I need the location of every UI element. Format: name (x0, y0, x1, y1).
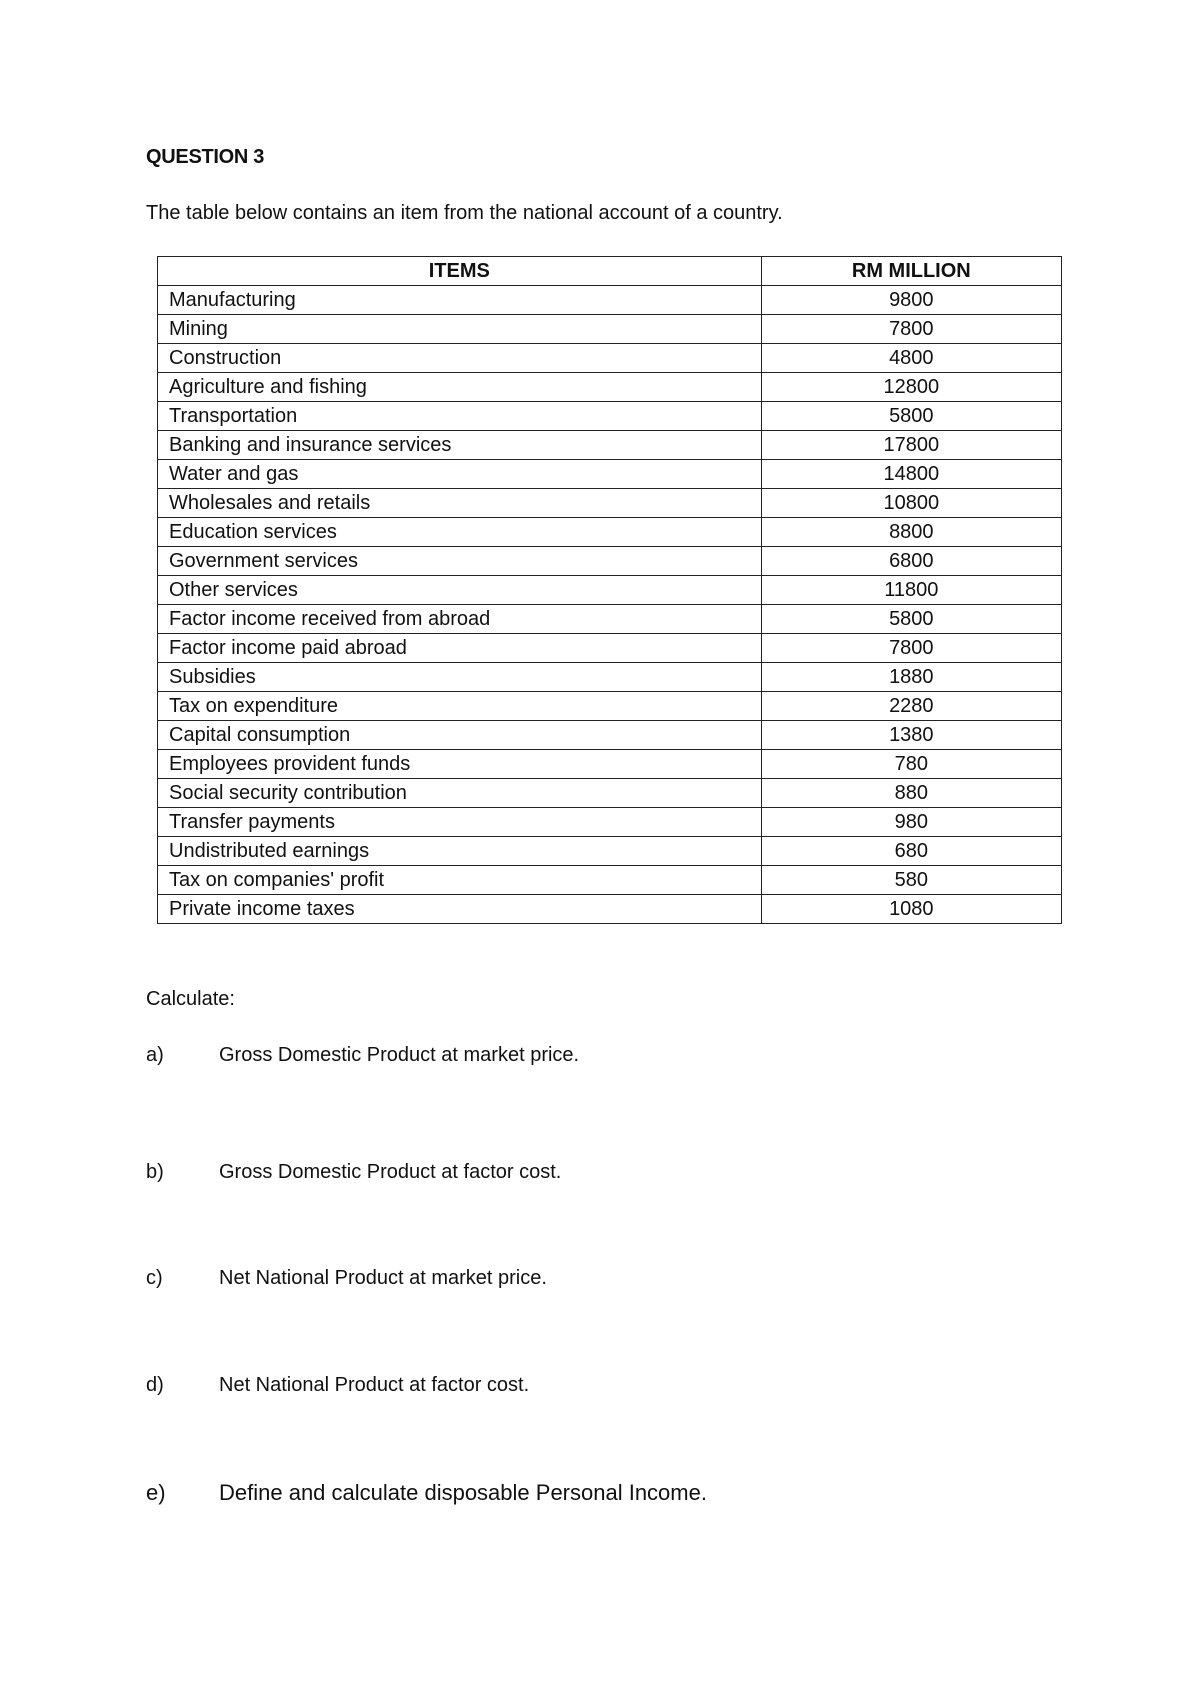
question-letter: d) (146, 1374, 164, 1396)
item-cell: Employees provident funds (158, 750, 762, 779)
table-row (158, 489, 1062, 518)
value-cell: 4800 (761, 344, 1061, 373)
value-cell: 17800 (761, 431, 1061, 460)
value-cell: 9800 (761, 286, 1061, 315)
table-row (158, 576, 1062, 605)
header-items: ITEMS (158, 257, 762, 286)
question-letter: e) (146, 1480, 166, 1505)
table-header-row (158, 257, 1062, 286)
item-cell: Social security contribution (158, 779, 762, 808)
value-cell: 2280 (761, 692, 1061, 721)
item-cell: Private income taxes (158, 895, 762, 924)
value-cell: 5800 (761, 605, 1061, 634)
item-cell: Capital consumption (158, 721, 762, 750)
value-cell: 1380 (761, 721, 1061, 750)
item-cell: Transportation (158, 402, 762, 431)
table-row (158, 837, 1062, 866)
item-cell: Education services (158, 518, 762, 547)
value-cell: 11800 (761, 576, 1061, 605)
question-item-c (146, 1267, 547, 1290)
question-text: Gross Domestic Product at market price. (219, 1044, 580, 1066)
table-row (158, 373, 1062, 402)
value-cell: 10800 (761, 489, 1061, 518)
question-item-b (146, 1161, 561, 1184)
question-item-d (146, 1374, 529, 1397)
value-cell: 580 (761, 866, 1061, 895)
item-cell: Factor income paid abroad (158, 634, 762, 663)
value-cell: 6800 (761, 547, 1061, 576)
table-row (158, 547, 1062, 576)
question-letter: a) (146, 1044, 164, 1066)
item-cell: Mining (158, 315, 762, 344)
question-item-a (146, 1044, 579, 1067)
item-cell: Transfer payments (158, 808, 762, 837)
table-row (158, 460, 1062, 489)
item-cell: Tax on companies' profit (158, 866, 762, 895)
intro-text: The table below contains an item from the national account of a country. (146, 202, 783, 224)
item-cell: Tax on expenditure (158, 692, 762, 721)
question-text: Define and calculate disposable Personal Income. (219, 1480, 707, 1505)
value-cell: 1880 (761, 663, 1061, 692)
question-heading: QUESTION 3 (146, 146, 265, 168)
item-cell: Construction (158, 344, 762, 373)
item-cell: Water and gas (158, 460, 762, 489)
question-text: Net National Product at market price. (219, 1267, 547, 1289)
table-row (158, 721, 1062, 750)
table-row (158, 808, 1062, 837)
item-cell: Government services (158, 547, 762, 576)
value-cell: 8800 (761, 518, 1061, 547)
question-text: Net National Product at factor cost. (219, 1374, 530, 1396)
table-row (158, 518, 1062, 547)
item-cell: Agriculture and fishing (158, 373, 762, 402)
item-cell: Other services (158, 576, 762, 605)
table-row (158, 605, 1062, 634)
value-cell: 780 (761, 750, 1061, 779)
header-rm-million: RM MILLION (761, 257, 1061, 286)
table-row (158, 402, 1062, 431)
table-row (158, 692, 1062, 721)
table-row (158, 663, 1062, 692)
table-row (158, 431, 1062, 460)
value-cell: 7800 (761, 634, 1061, 663)
question-item-e (146, 1480, 707, 1506)
item-cell: Wholesales and retails (158, 489, 762, 518)
question-letter: c) (146, 1267, 163, 1289)
national-account-table (157, 256, 1062, 924)
table-row (158, 286, 1062, 315)
item-cell: Manufacturing (158, 286, 762, 315)
value-cell: 5800 (761, 402, 1061, 431)
value-cell: 880 (761, 779, 1061, 808)
value-cell: 980 (761, 808, 1061, 837)
table-row (158, 315, 1062, 344)
table-row (158, 866, 1062, 895)
item-cell: Subsidies (158, 663, 762, 692)
value-cell: 1080 (761, 895, 1061, 924)
item-cell: Banking and insurance services (158, 431, 762, 460)
item-cell: Undistributed earnings (158, 837, 762, 866)
table-row (158, 634, 1062, 663)
table-row (158, 779, 1062, 808)
value-cell: 7800 (761, 315, 1061, 344)
table-row (158, 750, 1062, 779)
value-cell: 14800 (761, 460, 1061, 489)
value-cell: 680 (761, 837, 1061, 866)
table-row (158, 895, 1062, 924)
question-text: Gross Domestic Product at factor cost. (219, 1161, 562, 1183)
table-row (158, 344, 1062, 373)
question-letter: b) (146, 1161, 164, 1183)
value-cell: 12800 (761, 373, 1061, 402)
item-cell: Factor income received from abroad (158, 605, 762, 634)
calculate-label: Calculate: (146, 988, 235, 1010)
